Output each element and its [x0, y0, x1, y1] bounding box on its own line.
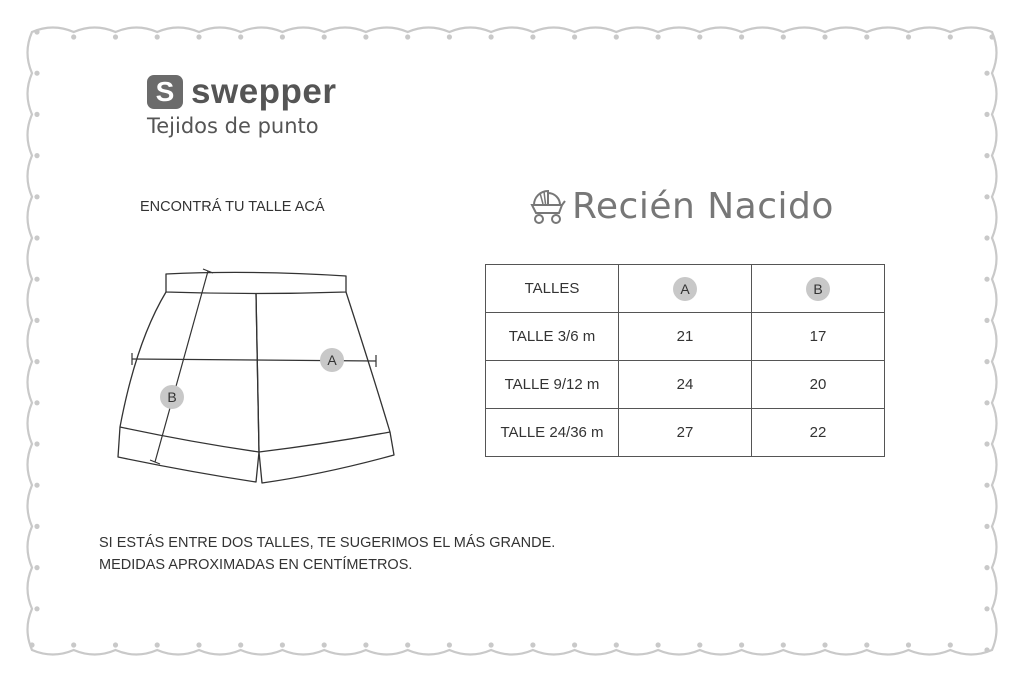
measure-b-label: B [167, 389, 177, 405]
border-dot [984, 194, 989, 199]
size-table [485, 264, 885, 457]
value-a-cell: 21 [619, 313, 752, 361]
border-dot [34, 235, 39, 240]
border-dot [280, 34, 285, 39]
border-dot [906, 34, 911, 39]
border-dot [489, 642, 494, 647]
border-dot [196, 34, 201, 39]
right-cuff [259, 432, 390, 452]
border-dot [34, 606, 39, 611]
value-b-cell: 17 [752, 313, 885, 361]
border-dot [34, 71, 39, 76]
border-dot [984, 441, 989, 446]
border-dot [113, 642, 118, 647]
border-dot [822, 642, 827, 647]
border-dot [984, 318, 989, 323]
border-dot [989, 34, 994, 39]
border-dot [781, 642, 786, 647]
border-dot [238, 642, 243, 647]
border-dot [739, 34, 744, 39]
header-b [752, 265, 885, 313]
note-line-2: MEDIDAS APROXIMADAS EN CENTÍMETROS. [99, 557, 413, 573]
border-dot [363, 34, 368, 39]
border-dot [656, 34, 661, 39]
border-dot [34, 441, 39, 446]
border-dot [71, 642, 76, 647]
border-dot [238, 34, 243, 39]
border-dot [322, 642, 327, 647]
brand [147, 72, 337, 138]
border-dot [984, 277, 989, 282]
border-dot [984, 71, 989, 76]
border-dot [864, 34, 869, 39]
border-dot [363, 642, 368, 647]
size-cell: TALLE 24/36 m [486, 409, 619, 457]
border-dot [34, 400, 39, 405]
size-notes [99, 532, 555, 576]
measure-a-label: A [327, 352, 337, 368]
border-dot [984, 524, 989, 529]
baby-stroller-icon [530, 188, 566, 226]
border-dot [34, 29, 39, 34]
badge-a: A [673, 277, 697, 301]
border-dot [739, 642, 744, 647]
border-dot [984, 647, 989, 652]
border-dot [614, 642, 619, 647]
border-dot [906, 642, 911, 647]
border-dot [34, 483, 39, 488]
border-dot [530, 34, 535, 39]
size-cell: TALLE 9/12 m [486, 361, 619, 409]
value-b-cell: 20 [752, 361, 885, 409]
border-dot [948, 34, 953, 39]
badge-b: B [806, 277, 830, 301]
border-dot [34, 565, 39, 570]
border-dot [984, 606, 989, 611]
brand-name: swepper [191, 72, 337, 111]
size-cell: TALLE 3/6 m [486, 313, 619, 361]
right-leg [259, 292, 394, 483]
border-dot [405, 34, 410, 39]
border-dot [530, 642, 535, 647]
size-chart-title [530, 186, 834, 227]
border-dot [984, 483, 989, 488]
border-dot [34, 112, 39, 117]
border-dot [405, 642, 410, 647]
border-dot [34, 277, 39, 282]
title-text: Recién Nacido [572, 186, 834, 227]
border-dot [984, 400, 989, 405]
border-dot [984, 565, 989, 570]
waistband [166, 272, 346, 293]
value-b-cell: 22 [752, 409, 885, 457]
border-dot [572, 642, 577, 647]
border-dot [34, 153, 39, 158]
border-dot [34, 318, 39, 323]
border-dot [864, 642, 869, 647]
border-dot [948, 642, 953, 647]
value-a-cell: 27 [619, 409, 752, 457]
table-row [486, 409, 885, 457]
table-row [486, 361, 885, 409]
header-talles: TALLES [486, 265, 619, 313]
border-dot [614, 34, 619, 39]
border-dot [781, 34, 786, 39]
header-a [619, 265, 752, 313]
find-size-label: ENCONTRÁ TU TALLE ACÁ [140, 199, 325, 215]
border-dot [984, 359, 989, 364]
border-dot [489, 34, 494, 39]
border-dot [71, 34, 76, 39]
left-leg [118, 292, 259, 482]
left-cuff [120, 427, 259, 452]
border-dot [29, 642, 34, 647]
border-dot [572, 34, 577, 39]
value-a-cell: 24 [619, 361, 752, 409]
border-dot [34, 359, 39, 364]
border-dot [34, 524, 39, 529]
border-dot [984, 112, 989, 117]
border-dot [322, 34, 327, 39]
border-dot [697, 642, 702, 647]
table-row [486, 313, 885, 361]
swepper-logo-icon: S [147, 75, 183, 109]
table-header-row [486, 265, 885, 313]
border-dot [155, 642, 160, 647]
brand-tagline: Tejidos de punto [147, 114, 319, 138]
border-dot [697, 34, 702, 39]
border-dot [113, 34, 118, 39]
border-dot [984, 235, 989, 240]
border-dot [34, 194, 39, 199]
shorts-diagram [110, 262, 410, 487]
border-dot [280, 642, 285, 647]
border-dot [822, 34, 827, 39]
border-dot [447, 642, 452, 647]
border-dot [196, 642, 201, 647]
border-dot [984, 153, 989, 158]
border-dot [155, 34, 160, 39]
border-dot [447, 34, 452, 39]
note-line-1: SI ESTÁS ENTRE DOS TALLES, TE SUGERIMOS EL MÁS GRANDE. [99, 535, 556, 551]
border-dot [656, 642, 661, 647]
